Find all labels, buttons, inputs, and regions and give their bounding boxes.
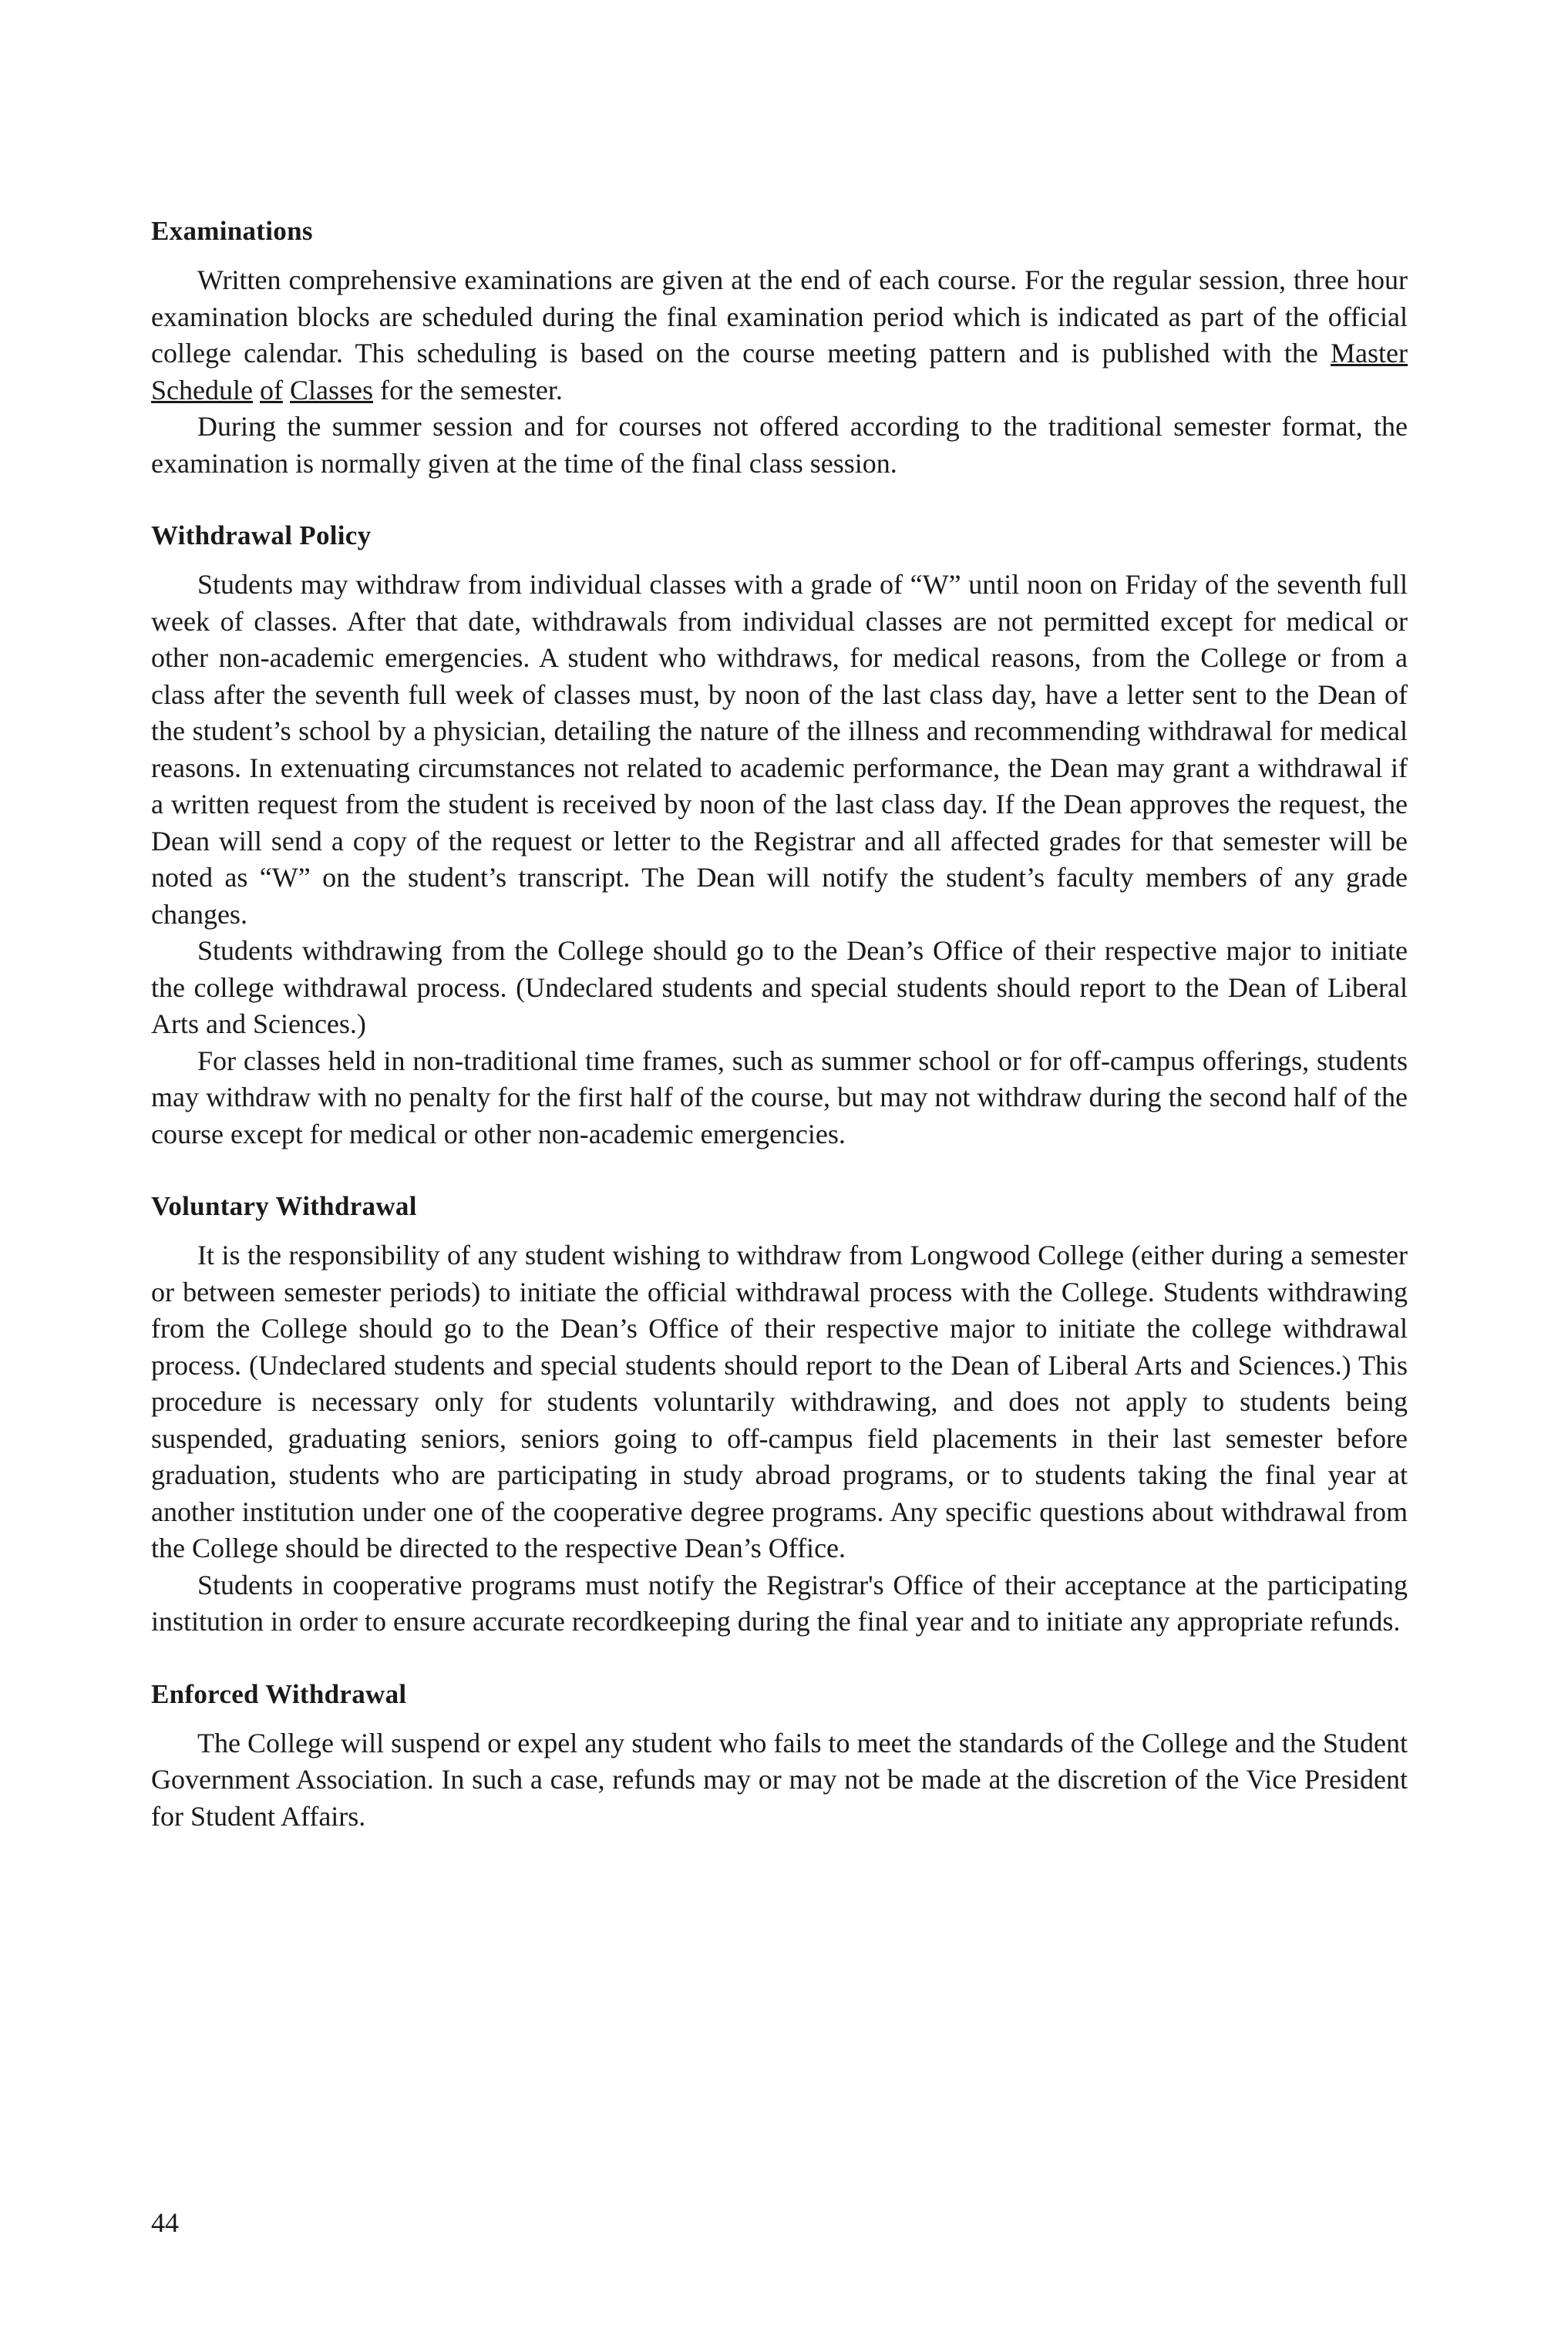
paragraph: [151, 1043, 1408, 1153]
text-run: Students may withdraw from individual classes with a grade of “W” until noon on Friday of the seventh full week of classes. After that date, withdrawals from individual classes are not permitted except for medical or other non-academic emergencies. A student who withdraws, for medical reasons, from the College or from a class after the seventh full week of classes must, by noon of the last class day, have a letter sent to the Dean of the student’s school by a physician, detailing the nature of the illness and recommending withdrawal for medical reasons. In extenuating circumstances not related to academic performance, the Dean may grant a withdrawal if a written request from the student is received by noon of the last class day. If the Dean approves the request, the Dean will send a copy of the request or letter to the Registrar and all affected grades for that semester will be noted as “W” on the student’s transcript. The Dean will notify the student’s faculty members of any grade changes.: [151, 569, 1408, 930]
text-run: Students in cooperative programs must notify the Registrar's Office of their acceptance at the participating institution in order to ensure accurate recordkeeping during the final year and to initiate any appropriate refunds.: [151, 1569, 1408, 1637]
paragraph: [151, 567, 1408, 933]
text-run: The College will suspend or expel any student who fails to meet the standards of the College and the Student Government Association. In such a case, refunds may or may not be made at the discretion of the Vice President for Student Affairs.: [151, 1727, 1408, 1832]
paragraph: [151, 933, 1408, 1043]
text-run: For classes held in non-traditional time frames, such as summer school or for off-campus offerings, students may withdraw with no penalty for the first half of the course, but may not withdraw during the second half of the course except for medical or other non-academic emergencies.: [151, 1045, 1408, 1149]
text-run: Written comprehensive examinations are given at the end of each course. For the regular session, three hour examination blocks are scheduled during the final examination period which is indicated as part of the official college calendar. This scheduling is based on the course meeting pattern and is published with the: [151, 264, 1408, 369]
section-heading: Enforced Withdrawal: [151, 1678, 407, 1709]
paragraph: [151, 262, 1408, 409]
section-withdrawal-policy: [151, 520, 1408, 1153]
underlined-text: Schedule: [151, 374, 253, 406]
section-voluntary-withdrawal: [151, 1191, 1408, 1641]
section-enforced-withdrawal: [151, 1679, 1408, 1836]
section-heading: Withdrawal Policy: [151, 520, 372, 550]
underlined-text: Master: [1331, 338, 1408, 369]
section-heading: Examinations: [151, 216, 313, 246]
section-examinations: [151, 216, 1408, 482]
text-run: During the summer session and for courses not offered according to the traditional semester format, the examination is normally given at the time of the final class session.: [151, 411, 1408, 479]
underlined-text: Classes: [289, 374, 373, 406]
text-run: It is the responsibility of any student wishing to withdraw from Longwood College (either during a semester or between semester periods) to initiate the official withdrawal process with the College. Students withdrawing from the College should go to the Dean’s Office of their respective major to initiate the college withdrawal process. (Undeclared students and special students should report to the Dean of Liberal Arts and Sciences.) This procedure is necessary only for students voluntarily withdrawing, and does not apply to students being suspended, graduating seniors, seniors going to off-campus field placements in their last semester before graduation, students who are participating in study abroad programs, or to students taking the final year at another institution under one of the cooperative degree programs. Any specific questions about withdrawal from the College should be directed to the respective Dean’s Office.: [151, 1240, 1408, 1563]
text-run: [253, 375, 260, 406]
paragraph: [151, 1237, 1408, 1567]
text-run: for the semester.: [372, 374, 563, 406]
paragraph: [151, 1567, 1408, 1641]
section-heading: Voluntary Withdrawal: [151, 1191, 417, 1221]
page-number: 44: [151, 2207, 179, 2238]
text-run: [283, 375, 290, 406]
text-run: Students withdrawing from the College should go to the Dean’s Office of their respective major to initiate the college withdrawal process. (Undeclared students and special students should report to the Dean of Liberal Arts and Sciences.): [151, 935, 1408, 1039]
paragraph: [151, 1725, 1408, 1836]
underlined-text: of: [259, 374, 283, 406]
document-body: [151, 216, 1408, 1873]
paragraph: [151, 409, 1408, 482]
